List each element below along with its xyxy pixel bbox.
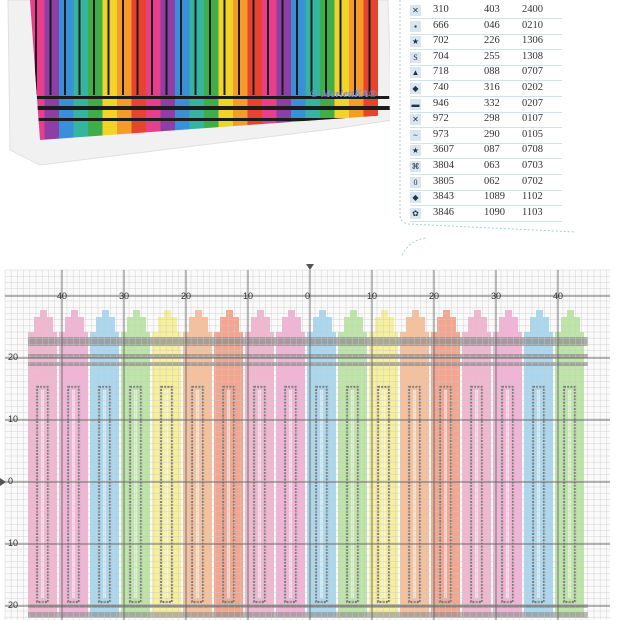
color-key-symbol-icon: ▪	[410, 21, 421, 32]
anchor-number: 316	[484, 82, 500, 93]
left-axis-label: 10	[8, 414, 19, 424]
anchor-number: 046	[484, 19, 500, 31]
dmc-number: 704	[433, 50, 449, 62]
color-key-symbol-icon: ◆	[410, 83, 421, 94]
pencil-highlight	[289, 390, 292, 598]
anchor-number: 255	[484, 50, 500, 62]
top-axis-label: 40	[57, 291, 68, 301]
anchor-number: 1089	[484, 191, 505, 203]
color-key-symbol-icon: 0	[410, 177, 421, 188]
photo-stripe-outline	[79, 0, 81, 95]
dmc-number: 702	[433, 35, 449, 47]
border-band	[28, 362, 588, 366]
madeira-number: 1103	[522, 206, 543, 218]
color-key-symbol-icon: ▬	[411, 99, 420, 109]
dmc-number: 973	[433, 128, 449, 140]
madeira-number: 0702	[522, 175, 543, 187]
dmc-number: 946	[433, 97, 449, 109]
dmc-number: 3846	[433, 206, 454, 218]
pencil-highlight	[258, 390, 261, 598]
photo-stripe-outline	[195, 0, 197, 95]
photo-stripe-outline	[108, 0, 110, 95]
photo-stripe-outline	[369, 0, 371, 95]
color-key-symbol-icon: ◆	[410, 192, 421, 203]
photo-stripe-outline	[340, 0, 342, 95]
dmc-number: 3607	[433, 144, 454, 156]
photo-stripe-outline	[180, 0, 182, 95]
left-axis-label: 20	[8, 352, 19, 362]
photo-stripe-outline	[354, 0, 356, 95]
anchor-number: 298	[484, 113, 500, 125]
anchor-number: 087	[484, 144, 500, 156]
pencil-highlight	[444, 390, 447, 598]
anchor-number: 063	[484, 160, 500, 171]
left-axis-label: 20	[8, 600, 19, 610]
photo-stripe-outline	[253, 0, 255, 95]
pencil-highlight	[72, 390, 75, 598]
anchor-number: 1090	[484, 206, 505, 218]
madeira-number: 0207	[522, 97, 543, 109]
pencil-highlight	[568, 390, 571, 598]
dmc-number: 718	[433, 66, 449, 78]
anchor-number: 290	[484, 128, 500, 140]
color-key-symbol-icon: ★	[411, 37, 420, 47]
top-axis-label: 20	[429, 291, 440, 301]
pencil-highlight	[320, 390, 323, 598]
photo-stripe-outline	[238, 0, 240, 95]
madeira-number: 0107	[522, 113, 543, 125]
photo-stripe-outline	[166, 0, 168, 95]
pencil-highlight	[382, 390, 385, 598]
photo-stripe-outline	[311, 0, 313, 95]
madeira-number: 0105	[522, 128, 543, 140]
photo-stripe-outline	[93, 0, 95, 95]
pencil-highlight	[537, 390, 540, 598]
top-axis-label: 20	[181, 291, 192, 301]
pencil-highlight	[227, 390, 230, 598]
photo-stripe-outline	[267, 0, 269, 95]
dmc-number: 972	[433, 113, 449, 125]
dmc-number: 3805	[433, 175, 454, 187]
photo-stripe-outline	[325, 0, 327, 95]
pencil-highlight	[413, 390, 416, 598]
color-key-symbol-icon: ▲	[411, 68, 420, 78]
madeira-number: 0202	[522, 82, 543, 93]
watermark: © MerlettKA®	[310, 88, 377, 100]
dmc-number: 310	[433, 4, 449, 15]
photo-stripe-outline	[296, 0, 298, 95]
dmc-number: 3843	[433, 191, 454, 203]
dmc-number: 666	[433, 19, 449, 31]
color-key-symbol-icon: ✕	[410, 114, 421, 125]
top-axis-label: 10	[367, 291, 378, 301]
photo-stripe-outline	[50, 0, 52, 95]
photo-stripe-outline	[151, 0, 153, 95]
madeira-number: 0703	[522, 160, 543, 171]
photo-stripe-outline	[282, 0, 284, 95]
top-axis-label: 40	[553, 291, 564, 301]
color-key-divider	[410, 221, 562, 222]
anchor-number: 088	[484, 66, 500, 78]
dmc-number: 740	[433, 82, 449, 93]
pencil-highlight	[103, 390, 106, 598]
anchor-number: 062	[484, 175, 500, 187]
top-axis-label: 30	[119, 291, 130, 301]
photo-stripe-outline	[64, 0, 66, 95]
photo-stripe-outline	[209, 0, 211, 95]
pencil-highlight	[506, 390, 509, 598]
color-key-symbol-icon: ⌘	[411, 162, 420, 171]
anchor-number: 332	[484, 97, 500, 109]
left-axis-label: 10	[8, 538, 19, 548]
photo-stripe-outline	[137, 0, 139, 95]
top-axis-label: 30	[491, 291, 502, 301]
madeira-number: 1306	[522, 35, 543, 47]
photo-border-line	[30, 106, 390, 110]
left-axis-label: 0	[8, 476, 14, 486]
madeira-number: 0210	[522, 19, 543, 31]
madeira-number: 0707	[522, 66, 543, 78]
madeira-number: 1102	[522, 191, 543, 203]
pencil-highlight	[165, 390, 168, 598]
pencil-highlight	[196, 390, 199, 598]
anchor-number: 226	[484, 35, 500, 47]
color-key-symbol-icon: ✕	[410, 5, 421, 16]
pencil-highlight	[475, 390, 478, 598]
color-key-symbol-icon: ✿	[410, 208, 421, 219]
pencil-highlight	[134, 390, 137, 598]
center-arrow-icon	[306, 264, 314, 270]
anchor-number: 403	[484, 4, 500, 15]
madeira-number: 2400	[522, 4, 543, 15]
dmc-number: 3804	[433, 160, 454, 171]
top-axis-label: 10	[243, 291, 254, 301]
madeira-number: 0708	[522, 144, 543, 156]
color-key-symbol-icon: ★	[411, 146, 420, 156]
photo-stripe-outline	[224, 0, 226, 95]
pencil-highlight	[41, 390, 44, 598]
cross-stitch-chart	[0, 262, 620, 620]
top-axis-label: 0	[305, 291, 311, 301]
color-key-symbol-icon: S	[410, 52, 421, 63]
pencil-highlight	[351, 390, 354, 598]
color-key-symbol-icon: ~	[410, 130, 421, 141]
photo-stripe-outline	[122, 0, 124, 95]
border-band	[28, 354, 588, 358]
madeira-number: 1308	[522, 50, 543, 62]
